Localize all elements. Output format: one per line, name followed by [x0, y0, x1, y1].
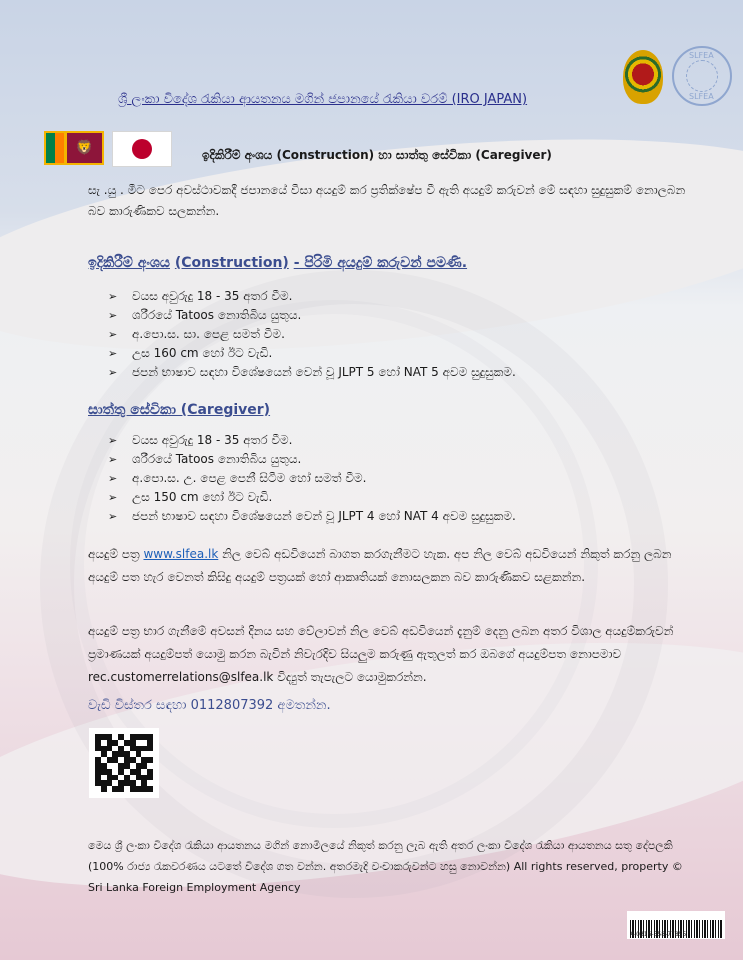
arrow-bullet-icon: ➢ — [108, 434, 118, 447]
page-subtitle: ඉදිකිරීම් අංශය (Construction) හා සාත්තු සේවිකා (Caregiver) — [202, 148, 552, 162]
eligibility-note: සැ .යු . මීට පෙර අවස්ථාවකදී ජපානයේ වීසා අයදුම් කර ප්‍රතික්ෂේප වී ඇති අයදුම් කරුවන් මේ සඳහා සුදුසුකම් නොලබන බව කාරුණිකව සලකන්න. — [88, 183, 686, 218]
list-item — [108, 363, 516, 382]
list-item — [108, 450, 516, 469]
slfea-logo-text: SLFEA — [689, 51, 714, 60]
list-item-text: අ.පො.ස. සා. පෙළ සමත් වීම. — [132, 327, 285, 341]
header-title: ශ්‍රී ලංකා විදේශ රැකියා ආයතනය මගින් ජපානයේ රැකියා වරම් (IRO JAPAN) — [118, 92, 528, 107]
japan-flag-icon — [112, 131, 172, 167]
list-item-text: ජපන් භාෂාව සඳහා විශේෂයෙන් වෙන් වූ JLPT 5 හෝ NAT 5 අවම සුදුසුකම. — [132, 365, 516, 379]
list-item-text: වයස අවුරුදු 18 - 35 අතර වීම. — [132, 289, 293, 303]
arrow-bullet-icon: ➢ — [108, 510, 118, 523]
list-item — [108, 507, 516, 526]
download-text-before: අයදුම් පත්‍ර — [88, 547, 144, 561]
list-item — [108, 431, 516, 450]
arrow-bullet-icon: ➢ — [108, 290, 118, 303]
list-item — [108, 488, 516, 507]
sri-lanka-flag-icon: 🦁 — [44, 131, 104, 165]
arrow-bullet-icon: ➢ — [108, 347, 118, 360]
caregiver-heading — [88, 402, 270, 418]
construction-heading-en: (Construction) — [174, 255, 289, 271]
list-item — [108, 325, 516, 344]
submission-paragraph: අයදුම් පත්‍ර භාර ගැනීමේ අවසන් දිනය සහ වේලාවන් නිල වෙබ් අඩවියෙන් දැනුම් දෙනු ලබන අතර විශාල අයදුම්කරුවන් ප්‍රමාණයක් අයදුම්පත් යොමු කරන බැවින් නිවැරදිව සියලුම කරුණු ඇතුලත් කර ඔබගේ අයදුම්පත නොපමාව rec.customerrelations@slfea.lk විද්‍යුත් තැපැලට යොමුකරන්න. — [88, 624, 674, 684]
caregiver-heading-text: සාත්තු සේවිකා (Caregiver) — [88, 402, 271, 418]
construction-heading-suffix: - පිරිමි අයදුම් කරුවන් පමණි. — [293, 255, 468, 271]
construction-heading — [88, 255, 467, 271]
list-item-text: ශරීරයේ Tatoos නොතිබිය යුතුය. — [132, 308, 302, 322]
arrow-bullet-icon: ➢ — [108, 472, 118, 485]
download-text-after: නිල වෙබ් අඩවියෙන් බාගත කරගැනීමට හැක. අප නිල වෙබ් අඩවියෙන් නිකුත් කරනු ලබන අයදුම් පත හැර වෙනත් කිසිදු අයදුම් පත්‍රයක් හෝ ආකෘතියක් නොසලකන බව කාරුණිකව සළකන්න. — [88, 547, 672, 584]
slfea-logo-text-bottom: SLFEA — [689, 92, 714, 101]
barcode-number: A-0316-558-77855 — [630, 931, 687, 938]
arrow-bullet-icon: ➢ — [108, 453, 118, 466]
list-item-text: ශරීරයේ Tatoos නොතිබිය යුතුය. — [132, 452, 302, 466]
caregiver-requirements-list — [108, 431, 516, 526]
list-item — [108, 469, 516, 488]
footer-disclaimer: මෙය ශ්‍රී ලංකා විදේශ රැකියා ආයතනය මගින් නොමිලයේ නිකුත් කරනු ලැබ ඇති අතර ලංකා විදේශ රැකියා ආයතනය සතු දේපලකි (100% රාජ්‍ය රැකවරණය යටතේ විදේශ ගත වන්න. අතරමැදි වංචාකරුවන්ට හසු නොවන්න) All rights reserved, property © Sri Lanka Foreign Employment Agency — [88, 839, 683, 894]
arrow-bullet-icon: ➢ — [108, 309, 118, 322]
sri-lanka-emblem-icon — [623, 50, 663, 104]
construction-heading-prefix: ඉදිකිරීම් අංශය — [88, 255, 170, 271]
download-paragraph — [88, 543, 688, 589]
arrow-bullet-icon: ➢ — [108, 491, 118, 504]
arrow-bullet-icon: ➢ — [108, 366, 118, 379]
list-item — [108, 344, 516, 363]
list-item-text: උස 150 cm හෝ ඊට වැඩි. — [132, 490, 273, 504]
arrow-bullet-icon: ➢ — [108, 328, 118, 341]
list-item — [108, 306, 516, 325]
slfea-logo-icon — [672, 46, 732, 106]
qr-code[interactable] — [89, 728, 159, 798]
slfea-website-link[interactable]: www.slfea.lk — [143, 547, 219, 561]
contact-line: වැඩි විස්තර සඳහා 0112807392 අමතන්න. — [88, 698, 331, 713]
construction-requirements-list — [108, 287, 516, 382]
list-item-text: අ.පො.ස. උ. පෙළ පෙනී සිටීම හෝ සමත් වීම. — [132, 471, 367, 485]
list-item-text: වයස අවුරුදු 18 - 35 අතර වීම. — [132, 433, 293, 447]
list-item-text: උස 160 cm හෝ ඊට වැඩි. — [132, 346, 273, 360]
list-item-text: ජපන් භාෂාව සඳහා විශේෂයෙන් වෙන් වූ JLPT 4 හෝ NAT 4 අවම සුදුසුකම. — [132, 509, 516, 523]
list-item — [108, 287, 516, 306]
